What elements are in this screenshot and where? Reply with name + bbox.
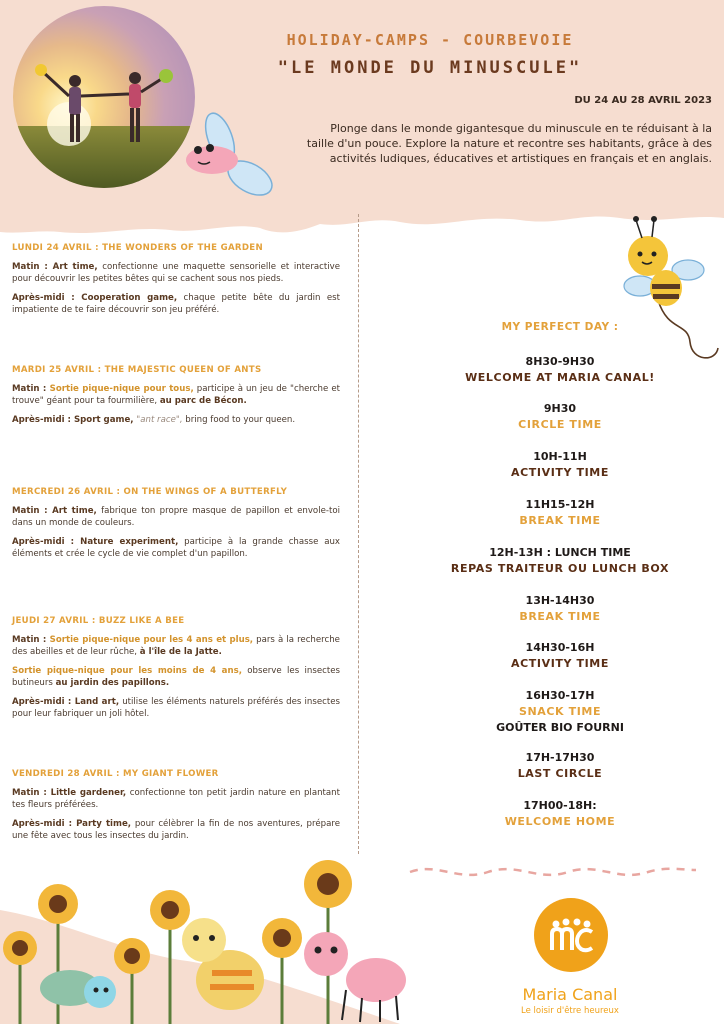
schedule-item bbox=[400, 640, 720, 672]
activity-text: confectionne une maquette sensorielle et interactive pour découvrir les petites bêtes qui se cachent sous nos pieds. bbox=[12, 262, 340, 284]
camp-title: HOLIDAY-CAMPS - COURBEVOIE bbox=[286, 31, 574, 49]
column-divider bbox=[358, 214, 359, 854]
activity-text: bring food to your queen. bbox=[182, 415, 296, 425]
schedule-label: ACTIVITY TIME bbox=[511, 657, 609, 670]
wavy-divider bbox=[408, 858, 698, 888]
schedule-item bbox=[400, 354, 720, 386]
schedule-label: WELCOME HOME bbox=[504, 815, 616, 828]
activity-label: Après-midi : Cooperation game, bbox=[12, 293, 178, 303]
day-wednesday bbox=[12, 487, 340, 568]
schedule-time: 17H00-18H: bbox=[523, 799, 597, 812]
activity-label: Après-midi : Land art, bbox=[12, 697, 120, 707]
day-heading: MARDI 25 AVRIL : THE MAJESTIC QUEEN OF ANTS bbox=[12, 365, 262, 375]
schedule-time: 10H-11H bbox=[533, 450, 587, 463]
activity-label: Après-midi : Party time, bbox=[12, 819, 132, 829]
activity-highlight: Sortie pique-nique pour les moins de 4 ans, bbox=[12, 666, 242, 676]
activity-place: au parc de Bécon. bbox=[159, 395, 247, 406]
schedule-label: BREAK TIME bbox=[519, 514, 601, 527]
day-friday bbox=[12, 769, 340, 850]
schedule-label: LAST CIRCLE bbox=[517, 767, 603, 780]
schedule-time: 13H-14H30 bbox=[525, 594, 595, 607]
brand-name: Maria Canal bbox=[522, 985, 618, 1004]
schedule-time: 11H15-12H bbox=[525, 498, 595, 511]
schedule-time: 8H30-9H30 bbox=[525, 355, 595, 368]
activity-place: à l'île de la Jatte. bbox=[139, 646, 222, 657]
activity-italic: "ant race", bbox=[133, 415, 183, 425]
schedule-label: ACTIVITY TIME bbox=[511, 466, 609, 479]
garden-illustration bbox=[0, 850, 420, 1024]
camp-dates: DU 24 AU 28 AVRIL 2023 bbox=[574, 95, 712, 106]
schedule-item bbox=[400, 545, 720, 577]
activity-place: au jardin des papillons. bbox=[55, 677, 170, 688]
schedule-label: CIRCLE TIME bbox=[518, 418, 602, 431]
butterfly-icon bbox=[178, 108, 274, 206]
camp-theme: "LE MONDE DU MINUSCULE" bbox=[277, 58, 583, 78]
schedule-item bbox=[400, 798, 720, 830]
bee-icon bbox=[618, 212, 724, 372]
camp-intro: Plonge dans le monde gigantesque du minuscule en te réduisant à la taille d'un pouce. Explore la nature et recontre ses habitants, grâce à des activités ludiques, éducatives et artistiques en français et en anglais. bbox=[306, 122, 712, 165]
activity-text: participe à un jeu de "cherche et trouve" géant pour ta fourmilière, bbox=[12, 384, 340, 406]
day-tuesday bbox=[12, 365, 340, 435]
schedule-time: 16H30-17H bbox=[525, 689, 595, 702]
schedule-item bbox=[400, 750, 720, 782]
activity-text: participe à la grande chasse aux éléments et crée le cycle de vie complet d'un papillon. bbox=[12, 537, 340, 559]
activity-label: Matin : Little gardener, bbox=[12, 788, 127, 798]
day-heading: VENDREDI 28 AVRIL : MY GIANT FLOWER bbox=[12, 769, 219, 779]
activity-text: chaque petite bête du jardin est impatiente de te faire découvrir son jeu préféré. bbox=[12, 293, 341, 315]
perfect-day-heading: MY PERFECT DAY : bbox=[501, 321, 619, 333]
schedule-label: REPAS TRAITEUR OU LUNCH BOX bbox=[450, 562, 670, 575]
activity-text: confectionne ton petit jardin nature en plantant tes fleurs préférées. bbox=[12, 788, 340, 810]
schedule-item bbox=[400, 401, 720, 433]
activity-label: Matin : bbox=[12, 384, 50, 394]
day-monday bbox=[12, 243, 340, 324]
schedule-label: WELCOME AT MARIA CANAL! bbox=[465, 371, 655, 384]
activity-text: pour célèbrer la fin de nos aventures, prépare une fête avec tous les insectes du jardin. bbox=[12, 819, 340, 841]
children-photo bbox=[13, 6, 195, 188]
day-heading: JEUDI 27 AVRIL : BUZZ LIKE A BEE bbox=[12, 616, 185, 626]
activity-highlight: Sortie pique-nique pour les 4 ans et plus, bbox=[49, 635, 254, 645]
schedule-item bbox=[400, 593, 720, 625]
activity-label: Après-midi : Sport game, bbox=[12, 415, 134, 425]
activity-label: Matin : Art time, bbox=[12, 506, 97, 516]
activity-label: Matin : bbox=[12, 635, 50, 645]
schedule-item bbox=[400, 688, 720, 736]
activity-text: observe les insectes butineurs bbox=[12, 666, 340, 688]
schedule-item bbox=[400, 497, 720, 529]
activity-label: Matin : Art time, bbox=[12, 262, 98, 272]
maria-canal-logo bbox=[534, 898, 608, 972]
day-thursday bbox=[12, 616, 340, 728]
brand-tagline: Le loisir d'être heureux bbox=[521, 1006, 619, 1016]
activity-highlight: Sortie pique-nique pour tous, bbox=[49, 384, 194, 394]
schedule-time: 14H30-16H bbox=[525, 641, 595, 654]
day-heading: LUNDI 24 AVRIL : THE WONDERS OF THE GARDEN bbox=[12, 243, 263, 253]
activity-text: utilise les éléments naturels préférés des insectes pour leur fabriquer un joli hôtel. bbox=[12, 697, 340, 719]
schedule-item bbox=[400, 449, 720, 481]
activity-label: Après-midi : Nature experiment, bbox=[12, 537, 179, 547]
activity-text: pars à la recherche des abeilles et de leur rûche, bbox=[12, 635, 340, 657]
schedule-time: 17H-17H30 bbox=[525, 751, 595, 764]
schedule-label: SNACK TIME bbox=[518, 705, 602, 718]
schedule-time: 12H-13H : LUNCH TIME bbox=[489, 546, 631, 559]
activity-text: fabrique ton propre masque de papillon et envole-toi dans un monde de couleurs. bbox=[12, 506, 340, 528]
schedule-label: BREAK TIME bbox=[519, 610, 601, 623]
schedule-time: 9H30 bbox=[543, 402, 577, 415]
day-heading: MERCREDI 26 AVRIL : ON THE WINGS OF A BUTTERFLY bbox=[12, 487, 288, 497]
schedule-extra: GOÛTER BIO FOURNI bbox=[496, 721, 624, 734]
